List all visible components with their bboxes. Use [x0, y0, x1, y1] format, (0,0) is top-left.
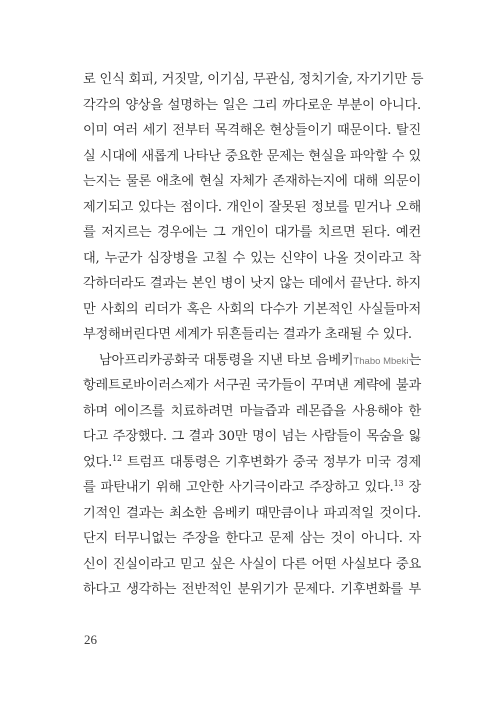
paragraph-end-line: 부정해버린다면 세계가 뒤흔들리는 결과가 초래될 수 있다.: [83, 327, 412, 342]
text-line: 로 인식 회피, 거짓말, 이기심, 무관심, 정치기술, 자기기만 등: [83, 72, 424, 87]
text-line: 하며 에이즈를 치료하려면 마늘즙과 레몬즙을 사용해야 한: [83, 403, 421, 419]
text-segment: 트럼프 대통령은 기후변화가 중국 정부가 미국 경제: [121, 454, 421, 470]
text-segment: 는: [408, 352, 421, 368]
text-line: 각각의 양상을 설명하는 일은 그리 까다로운 부분이 아니다.: [83, 97, 421, 113]
text-line: 기적인 결과는 최소한 음베키 때만큼이나 파괴적일 것이다.: [83, 505, 421, 521]
text-segment: 장: [403, 480, 421, 495]
text-line: 이미 여러 세기 전부터 목격해온 현상들이기 때문이다. 탈진: [83, 123, 421, 138]
text-segment: 남아프리카공화국 대통령을 지낸 타보 음베키: [99, 352, 354, 368]
text-line: 실 시대에 새롭게 나타난 중요한 문제는 현실을 파악할 수 있: [83, 148, 421, 164]
text-line: 를 저지르는 경우에는 그 개인이 대가를 치르면 된다. 예컨: [83, 225, 421, 240]
original-name: Thabo Mbeki: [353, 355, 409, 367]
text-line: 하다고 생각하는 전반적인 분위기가 문제다. 기후변화를 부: [83, 582, 421, 597]
footnote-ref[interactable]: 12: [112, 453, 122, 463]
text-line: 제기되고 있다는 점이다. 개인이 잘못된 정보를 믿거나 오해: [83, 199, 421, 215]
text-line: 항레트로바이러스제가 서구권 국가들이 꾸며낸 계략에 불과: [83, 378, 421, 393]
text-line: [83, 450, 421, 476]
page-number: 26: [84, 632, 97, 647]
text-line: 다고 주장했다. 그 결과 30만 명이 넘는 사람들이 목숨을 잃: [83, 429, 421, 444]
text-line: 신이 진실이라고 믿고 싶은 사실이 다른 어떤 사실보다 중요: [83, 556, 421, 572]
text-line: 단지 터무니없는 주장을 한다고 문제 삼는 것이 아니다. 자: [83, 531, 421, 546]
text-line: 는지는 물론 애초에 현실 자체가 존재하는지에 대해 의문이: [83, 174, 421, 189]
footnote-ref[interactable]: 13: [393, 479, 404, 488]
text-segment: 를 파탄내기 위해 고안한 사기극이라고 주장하고 있다.: [83, 480, 394, 495]
text-line: [83, 475, 421, 501]
text-line: 각하더라도 결과는 본인 병이 낫지 않는 데에서 끝난다. 하지: [83, 276, 421, 291]
paragraph-start-line: [83, 348, 421, 374]
body-text: [83, 67, 424, 603]
text-line: 대, 누군가 심장병을 고칠 수 있는 신약이 나올 것이라고 착: [83, 250, 421, 266]
text-segment: 었다.: [83, 454, 113, 470]
text-line: 만 사회의 리더가 혹은 사회의 다수가 기본적인 사실들마저: [83, 301, 421, 317]
